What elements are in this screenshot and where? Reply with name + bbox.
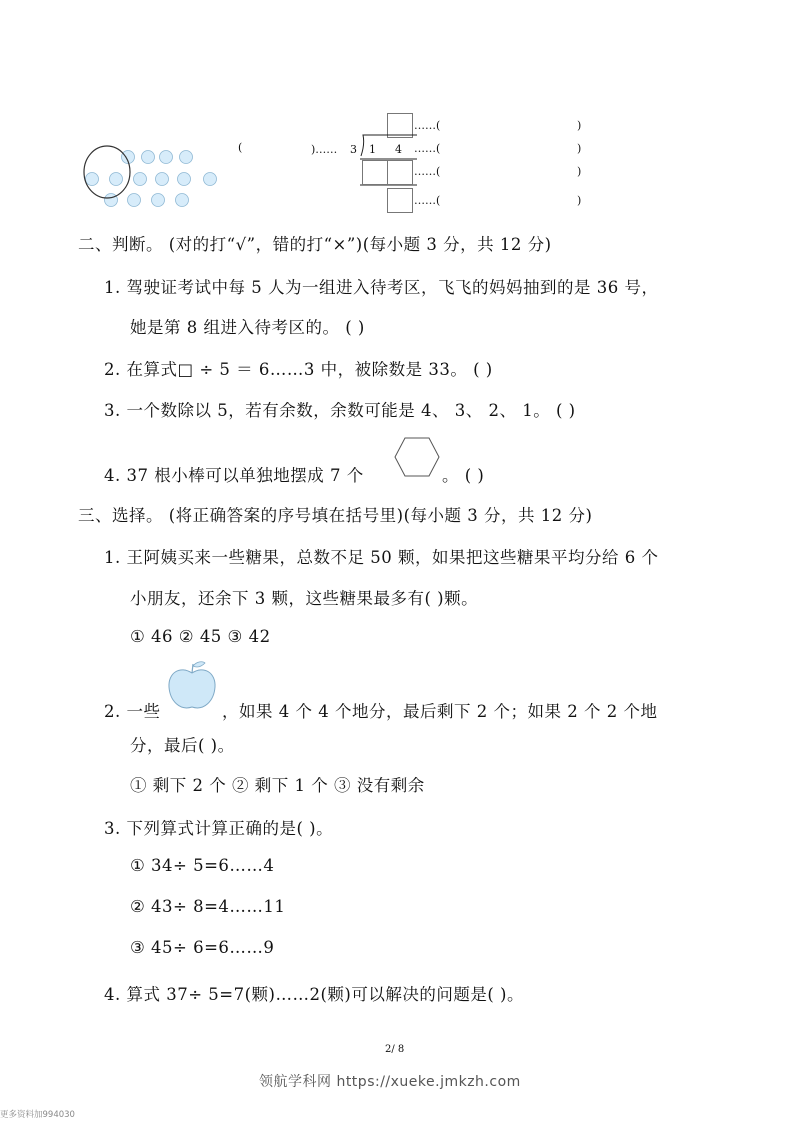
apple-group-figure (78, 140, 223, 215)
section2-q1-line2: 她是第 8 组进入待考区的。 ( ) (130, 318, 365, 337)
row-close-2: ) (577, 142, 582, 155)
product-box-1[interactable] (362, 160, 388, 185)
section3-q2-before: 2. 一些 (104, 702, 161, 721)
section2-q4-after: 。 ( ) (442, 466, 485, 485)
divisor: 3 (350, 143, 357, 156)
section3-q2-line2: 分，最后( )。 (130, 736, 235, 755)
section3-q3-option2: ② 43÷ 8=4……11 (130, 897, 286, 916)
hexagon-icon (393, 436, 441, 478)
answer-close-paren: )…… (311, 143, 338, 156)
section3-q3-option3: ③ 45÷ 6=6……9 (130, 938, 275, 957)
section3-q1-options: ① 46 ② 45 ③ 42 (130, 627, 271, 646)
product-box-2[interactable] (387, 160, 413, 185)
section2-heading: 二、判断。 (对的打“√”，错的打“×”)(每小题 3 分，共 12 分) (78, 235, 552, 254)
remainder-box[interactable] (387, 188, 413, 213)
section3-q3-option1: ① 34÷ 5=6……4 (130, 856, 275, 875)
dividend-digit-2: 4 (395, 143, 402, 156)
row-label-3: ……( (414, 165, 441, 178)
section3-q2-after: ，如果 4 个 4 个地分，最后剩下 2 个；如果 2 个 2 个地 (222, 702, 658, 721)
section2-q2: 2. 在算式□ ÷ 5 ＝ 6……3 中，被除数是 33。 ( ) (104, 360, 493, 379)
row-label-4: ……( (414, 194, 441, 207)
section3-q3: 3. 下列算式计算正确的是( )。 (104, 819, 334, 838)
row-label-2: ……( (414, 142, 441, 155)
section3-q1-line2: 小朋友，还余下 3 颗，这些糖果最多有( )颗。 (130, 589, 479, 608)
page-number: 2/ 8 (385, 1044, 405, 1055)
footer-site-link[interactable]: 领航学科网 https://xueke.jmkzh.com (259, 1074, 521, 1090)
section2-q1-line1: 1. 驾驶证考试中每 5 人为一组进入待考区，飞飞的妈妈抽到的是 36 号， (104, 278, 659, 297)
row-close-1: ) (577, 119, 582, 132)
section2-q3: 3. 一个数除以 5，若有余数，余数可能是 4、 3、 2、 1。 ( ) (104, 401, 576, 420)
section3-q2-options: ① 剩下 2 个 ② 剩下 1 个 ③ 没有剩余 (130, 776, 425, 795)
answer-open-paren: ( (238, 141, 243, 154)
row-close-4: ) (577, 194, 582, 207)
section3-q4: 4. 算式 37÷ 5=7(颗)……2(颗)可以解决的问题是( )。 (104, 985, 524, 1004)
row-label-1: ……( (414, 119, 441, 132)
apple-icon (166, 659, 218, 713)
section2-q4-before: 4. 37 根小棒可以单独地摆成 7 个 (104, 466, 364, 485)
dividend-digit-1: 1 (369, 143, 376, 156)
side-note: 更多资料加994030 (0, 1110, 75, 1120)
row-close-3: ) (577, 165, 582, 178)
section3-q1-line1: 1. 王阿姨买来一些糖果，总数不足 50 颗，如果把这些糖果平均分给 6 个 (104, 548, 659, 567)
section3-heading: 三、选择。 (将正确答案的序号填在括号里)(每小题 3 分，共 12 分) (78, 506, 593, 525)
